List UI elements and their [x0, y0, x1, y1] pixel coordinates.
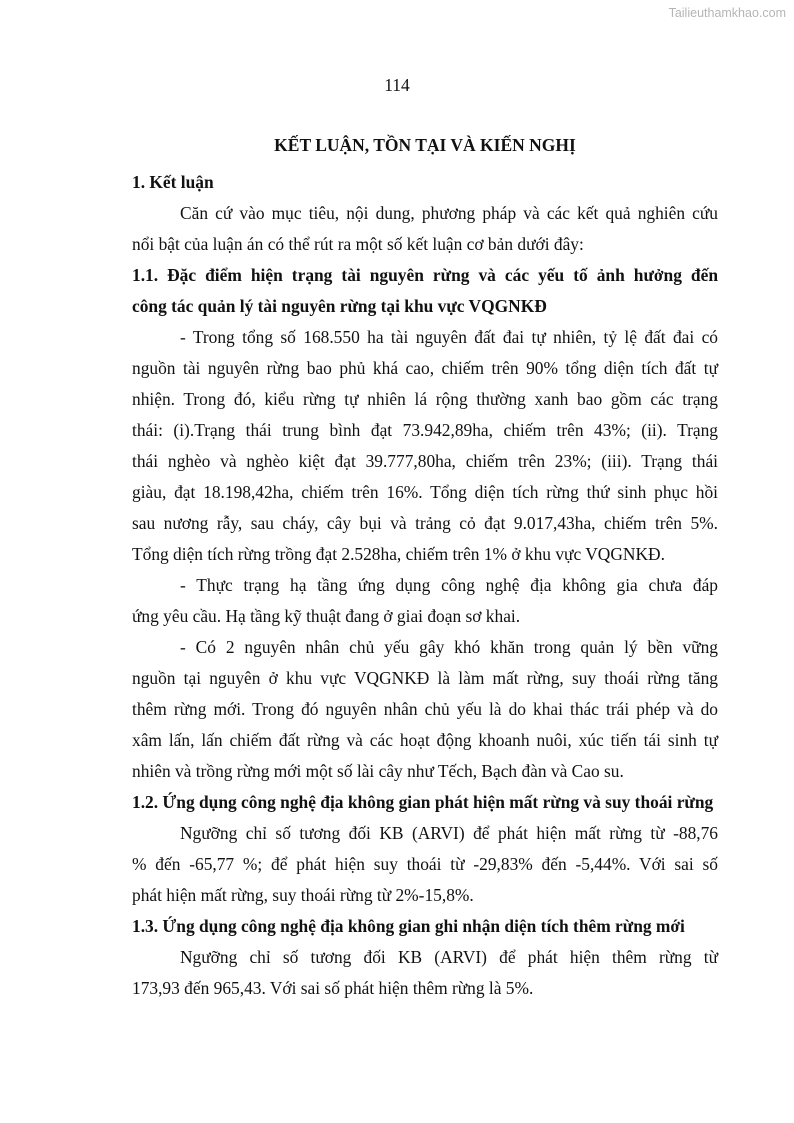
text-line: phát hiện mất rừng, suy thoái rừng từ 2%-15,8%. [132, 885, 474, 905]
text-line: nguồn tại nguyên ở khu vực VQGNKĐ là làm mất rừng, suy thoái rừng tăng [132, 668, 718, 688]
text-line: 1. Kết luận [132, 172, 214, 192]
text-line: giàu, đạt 18.198,42ha, chiếm trên 16%. Tổng diện tích rừng thứ sinh phục hồi [132, 482, 718, 502]
document-body [132, 167, 718, 1004]
section-heading [132, 167, 718, 198]
section-heading [132, 911, 718, 942]
text-line: thái nghèo và nghèo kiệt đạt 39.777,80ha, chiếm trên 23%; (iii). Trạng thái [132, 451, 718, 471]
section-heading [132, 787, 718, 818]
text-line: xâm lấn, lấn chiếm đất rừng và các hoạt động khoanh nuôi, xúc tiến tái sinh tự [132, 730, 718, 750]
text-line: 1.1. Đặc điểm hiện trạng tài nguyên rừng và các yếu tố ảnh hưởng đến [132, 265, 718, 285]
text-line: nổi bật của luận án có thể rút ra một số kết luận cơ bản dưới đây: [132, 234, 584, 254]
text-line: 1.2. Ứng dụng công nghệ địa không gian phát hiện mất rừng và suy thoái rừng [132, 792, 714, 812]
text-line: nhiên và trồng rừng mới một số lài cây như Tếch, Bạch đàn và Cao su. [132, 761, 624, 781]
text-line: % đến -65,77 %; để phát hiện suy thoái từ -29,83% đến -5,44%. Với sai số [132, 854, 718, 874]
text-line: - Thực trạng hạ tầng ứng dụng công nghệ địa không gia chưa đáp [180, 575, 718, 595]
text-line: sau nương rẫy, sau cháy, cây bụi và trảng cỏ đạt 9.017,43ha, chiếm trên 5%. [132, 513, 718, 533]
text-line: Căn cứ vào mục tiêu, nội dung, phương pháp và các kết quả nghiên cứu [180, 203, 718, 223]
text-line: nguồn tài nguyên rừng bao phủ khá cao, chiếm trên 90% tổng diện tích đất tự [132, 358, 718, 378]
text-line: Ngưỡng chỉ số tương đối KB (ARVI) để phát hiện mất rừng từ -88,76 [180, 823, 718, 843]
text-line: Ngưỡng chỉ số tương đối KB (ARVI) để phát hiện thêm rừng từ [180, 947, 718, 967]
page-number: 114 [384, 75, 410, 95]
watermark: Tailieuthamkhao.com [668, 6, 786, 20]
text-line: 173,93 đến 965,43. Với sai số phát hiện thêm rừng là 5%. [132, 978, 534, 998]
text-line: thêm rừng mới. Trong đó nguyên nhân chủ yếu là do khai thác trái phép và do [132, 699, 718, 719]
chapter-title: KẾT LUẬN, TỒN TẠI VÀ KIẾN NGHỊ [274, 135, 576, 155]
paragraph [132, 198, 718, 260]
text-line: thái: (i).Trạng thái trung bình đạt 73.942,89ha, chiếm trên 43%; (ii). Trạng [132, 420, 718, 440]
paragraph [132, 632, 718, 787]
paragraph [132, 322, 718, 570]
text-line: công tác quản lý tài nguyên rừng tại khu vực VQGNKĐ [132, 296, 547, 316]
text-line: nhiện. Trong đó, kiểu rừng tự nhiên lá rộng thường xanh bao gồm các trạng [132, 389, 718, 409]
text-line: 1.3. Ứng dụng công nghệ địa không gian ghi nhận diện tích thêm rừng mới [132, 916, 685, 936]
text-line: - Trong tổng số 168.550 ha tài nguyên đất đai tự nhiên, tỷ lệ đất đai có [180, 327, 718, 347]
text-line: ứng yêu cầu. Hạ tầng kỹ thuật đang ở giai đoạn sơ khai. [132, 606, 521, 626]
text-line: - Có 2 nguyên nhân chủ yếu gây khó khăn trong quản lý bền vững [180, 637, 718, 657]
text-line: Tổng diện tích rừng trồng đạt 2.528ha, chiếm trên 1% ở khu vực VQGNKĐ. [132, 544, 665, 564]
section-heading [132, 260, 718, 322]
paragraph [132, 942, 718, 1004]
paragraph [132, 570, 718, 632]
paragraph [132, 818, 718, 911]
